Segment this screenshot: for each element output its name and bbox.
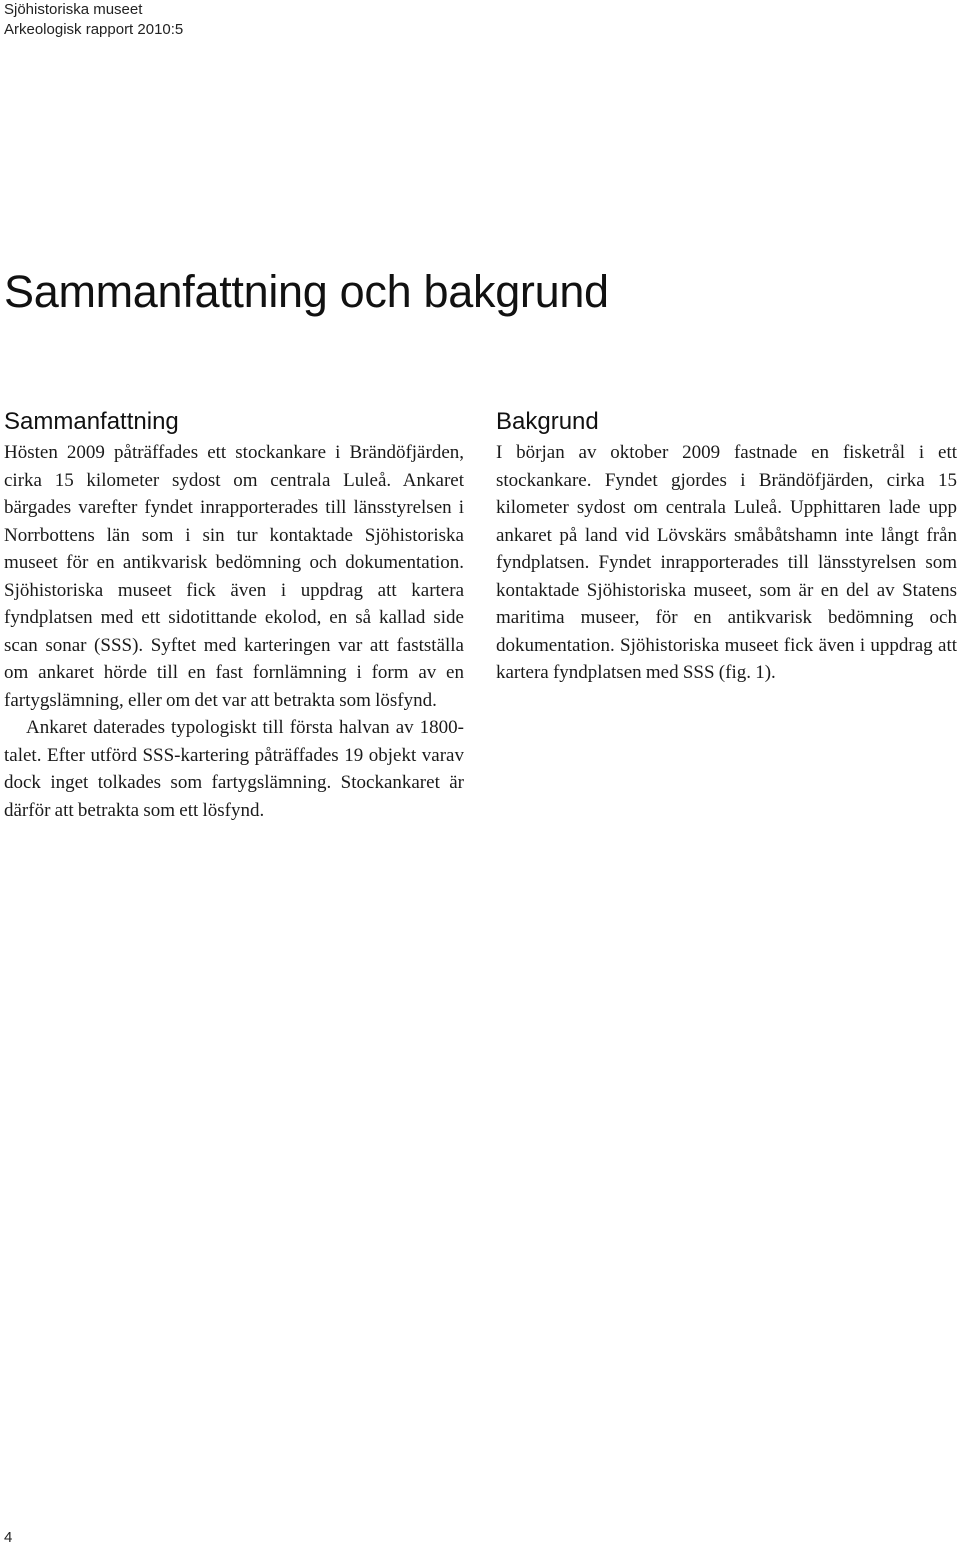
summary-paragraph: Ankaret daterades typologiskt till första halvan av 1800-talet. Efter utförd SSS-kartering påträffades 19 objekt varav dock inget tolkades som fartygslämning. Stockankaret är därför att betrakta som ett lösfynd. (4, 717, 464, 821)
header-institution: Sjöhistoriska museet (4, 1, 143, 18)
running-header (4, 0, 183, 40)
summary-column (4, 405, 464, 824)
page-number: 4 (4, 1529, 13, 1546)
summary-heading: Sammanfattning (4, 408, 179, 435)
summary-paragraph: Hösten 2009 påträffades ett stockankare i Brändöfjärden, cirka 15 kilometer sydost om centrala Luleå. Ankaret bärgades varefter fyndet inrapporterades till länsstyrelsen i Norrbottens län som i sin tur kontaktade Sjöhistoriska museet för en antikvarisk bedömning och dokumentation. Sjöhistoriska museet fick även i uppdrag att kartera fyndplatsen med ett sidotittande ekolod, en så kallad side scan sonar (SSS). Syftet med karteringen var att fastställa om ankaret hörde till en fast fornlämning i form av en fartygslämning, eller om det var att betrakta som lösfynd. (4, 442, 464, 711)
background-column (496, 405, 957, 687)
header-report-number: Arkeologisk rapport 2010:5 (4, 21, 184, 38)
page-title: Sammanfattning och bakgrund (4, 266, 609, 317)
background-heading: Bakgrund (496, 408, 599, 435)
background-paragraph: I början av oktober 2009 fastnade en fisketrål i ett stockankare. Fyndet gjordes i Brändöfjärden, cirka 15 kilometer sydost om centrala Luleå. Upphittaren lade upp ankaret på land vid Lövskärs småbåtshamn inte långt från fyndplatsen. Fyndet inrapporterades till länsstyrelsen som kontaktade Sjöhistoriska museet, som är en del av Statens maritima museer, för en antikvarisk bedömning och dokumentation. Sjöhistoriska museet fick även i uppdrag att kartera fyndplatsen med SSS (fig. 1). (496, 442, 957, 683)
